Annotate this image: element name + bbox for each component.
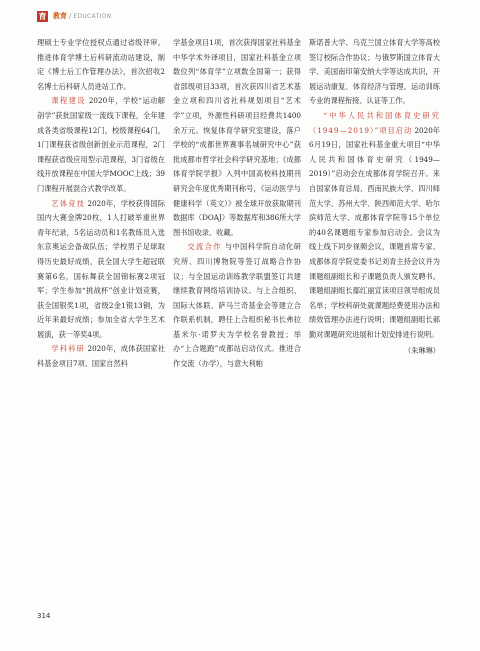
paragraph <box>173 36 301 240</box>
section-title-en: EDUCATION <box>73 12 112 20</box>
paragraph-text: 2020年，学校获得国际国内大赛金牌20枚，1人打破举重世界青年纪录，5名运动员和1名教练员入选东京奥运会备战队伍；学校男子足球取得历史最好成绩，获全国大学生超冠联赛第6名，国标舞获全国锦标赛2项冠军；学生参加“挑战杯”创业计划竞赛，获全国银奖1项，省级2金1银13铜，为近年来最好成绩；参加全省大学生艺术展演，获一等奖4项。 <box>37 198 165 339</box>
text-column-2 <box>173 36 301 372</box>
paragraph <box>309 36 440 109</box>
paragraph-text: 理硕士专业学位授权点通过省级评审。推进体育学博士后科研流动站建设，制定《博士后工作管理办法》，首次招收2名博士后科研人员进站工作。 <box>37 38 165 91</box>
author-signature: （朱琳琳） <box>404 346 440 356</box>
keyword: 交流合作 <box>187 242 223 252</box>
paragraph <box>309 109 440 343</box>
paragraph <box>37 342 165 371</box>
text-column-3 <box>309 36 440 359</box>
section-separator: / <box>69 12 72 20</box>
text-column-1 <box>37 36 165 372</box>
paragraph <box>173 240 301 371</box>
paragraph-text: 学基金项目1项，首次获得国家社科基金中华学术外译项目，国家社科基金立项数位列“体育学”立项数全国第一；获得省部级项目33项，首次获四川省艺术基金立项和四川省社科规划项目“艺术学”立项，外源性科研项目经费共1400余万元。恢复体育学研究室建设，落户学校的“成都世界赛事名城研究中心”获批成都市哲学社会科学研究基地；《成都体育学院学报》入列中国高校科技期刊研究会年度优秀期刊称号，《运动医学与健康科学（英文）》被全球开放获取期刊数据库（DOAJ）等数据库和386所大学图书馆收录、收藏。 <box>173 38 301 237</box>
keyword: “中华人民共和国体育史研究（1949—2019）”项目启动 <box>309 110 440 135</box>
keyword: 艺体竞技 <box>51 198 85 208</box>
paragraph <box>37 36 165 94</box>
paragraph <box>37 94 165 196</box>
keyword: 学科科研 <box>51 344 85 354</box>
page-number: 314 <box>37 612 51 620</box>
section-header <box>37 9 111 23</box>
paragraph-text: 2020年6月19日，国家社科基金重大项目“中华人民共和国体育史研究（1949—2019）”启动会在成都体育学院召开。来自国家体育总局、西南民族大学、四川师范大学、苏州大学、陕西师范大学、哈尔滨师范大学、成都体育学院等15个单位的40名课题组专家参加启动会。会议为线上线下同步视频会议，课题首席专家、成都体育学院党委书记刘青主持会议并为课题组副组长和子课题负责人颁发聘书。课题组副组长鄢红丽宣读项目领导组成员名单；学校科研处就课题经费使用办法和绩效管理办法进行说明；课题组副组长郝勤对课题研究进展和计划安排进行说明。 <box>309 125 440 339</box>
paragraph-text: 与中国科学院自动化研究所、四川博物院等签订战略合作协议；与全国运动训练教学联盟签订共建继续教育网络培训协议。与上合组织、国际大体联、萨马兰奇基金会等建立合作联系机制，聘任上合组织秘书长弗拉基米尔·诺罗夫为学校名誉教授；举办“上合题跑”成都站启动仪式。推进合作交流（办学），与意大利帕 <box>173 242 301 369</box>
section-title-cn: 教育 <box>53 12 67 20</box>
paragraph-text: 斯诺普大学、乌克兰国立体育大学等高校签订校际合作协议；与俄罗斯国立体育大学、美国南印第安纳大学等达成共识，开展运动康复、体育经济与管理、运动训练专业的课程衔接、认证等工作。 <box>309 38 440 106</box>
paragraph-text: 2020年，成体获国家社科基金项目7项、国家自然科 <box>37 344 165 369</box>
section-logo-icon: 育 <box>38 11 47 21</box>
paragraph <box>37 197 165 343</box>
paragraph-text: 2020年，学校“运动解剖学”获批国家级一流线下课程，全年建成各类省级课程12门，校级课程64门，1门课程获省级创新创业示范课程，2门课程获省级应用型示范课程，3门省级在线开放课程在中国大学MOOC上线；39门课程开展混合式教学改革。 <box>37 96 165 193</box>
keyword: 课程建设 <box>51 96 87 106</box>
